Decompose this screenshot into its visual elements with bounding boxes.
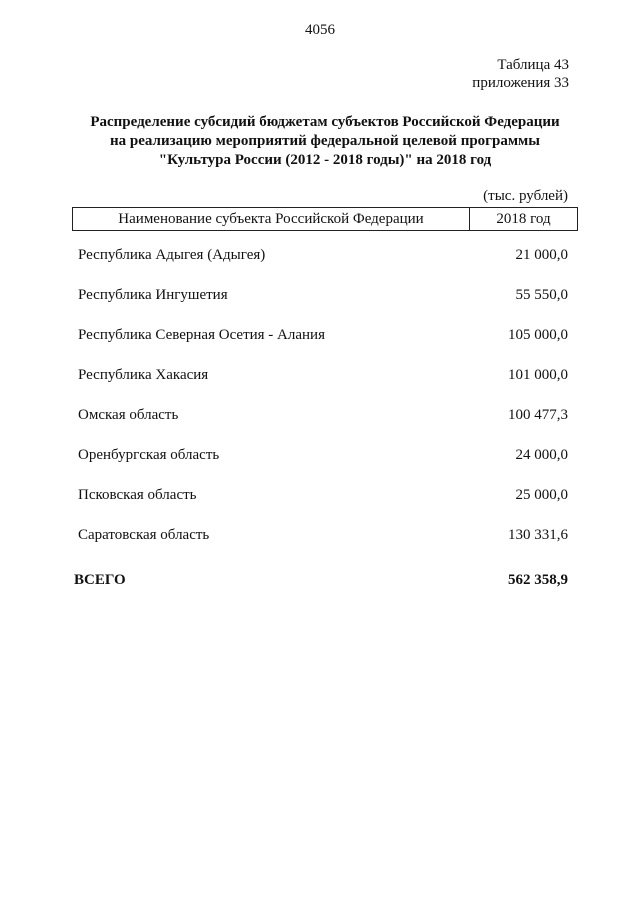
region-name: Оренбургская область xyxy=(78,447,220,463)
title-line-2: на реализацию мероприятий федеральной целевой программы xyxy=(110,133,540,149)
table-header xyxy=(72,207,578,231)
page-number: 4056 xyxy=(305,22,335,38)
region-value: 21 000,0 xyxy=(515,247,568,263)
appendix-number: приложения 33 xyxy=(472,75,569,91)
header-year-column: 2018 год xyxy=(496,211,551,227)
region-value: 101 000,0 xyxy=(508,367,568,383)
region-value: 100 477,3 xyxy=(508,407,568,423)
table-row xyxy=(78,485,568,525)
table-body xyxy=(78,245,568,565)
region-name: Республика Адыгея (Адыгея) xyxy=(78,247,266,263)
region-name: Саратовская область xyxy=(78,527,210,543)
region-name: Республика Северная Осетия - Алания xyxy=(78,327,325,343)
region-name: Республика Ингушетия xyxy=(78,287,228,303)
header-name-column: Наименование субъекта Российской Федерации xyxy=(73,208,470,230)
total-label: ВСЕГО xyxy=(74,572,126,588)
table-row xyxy=(78,525,568,565)
region-value: 24 000,0 xyxy=(515,447,568,463)
table-row xyxy=(78,285,568,325)
region-name: Республика Хакасия xyxy=(78,367,209,383)
region-name: Псковская область xyxy=(78,487,197,503)
region-value: 105 000,0 xyxy=(508,327,568,343)
table-row xyxy=(78,245,568,285)
table-number: Таблица 43 xyxy=(497,57,569,73)
title-line-1: Распределение субсидий бюджетам субъектов Российской Федерации xyxy=(90,114,560,130)
table-row xyxy=(78,325,568,365)
table-row xyxy=(78,405,568,445)
region-value: 130 331,6 xyxy=(508,527,568,543)
total-row xyxy=(74,572,568,589)
region-name: Омская область xyxy=(78,407,179,423)
total-value: 562 358,9 xyxy=(508,572,568,588)
region-value: 25 000,0 xyxy=(515,487,568,503)
table-row xyxy=(78,445,568,485)
units-label: (тыс. рублей) xyxy=(483,188,568,204)
title-line-3: "Культура России (2012 - 2018 годы)" на 2018 год xyxy=(158,152,492,168)
document-title xyxy=(60,113,590,170)
table-row xyxy=(78,365,568,405)
region-value: 55 550,0 xyxy=(515,287,568,303)
